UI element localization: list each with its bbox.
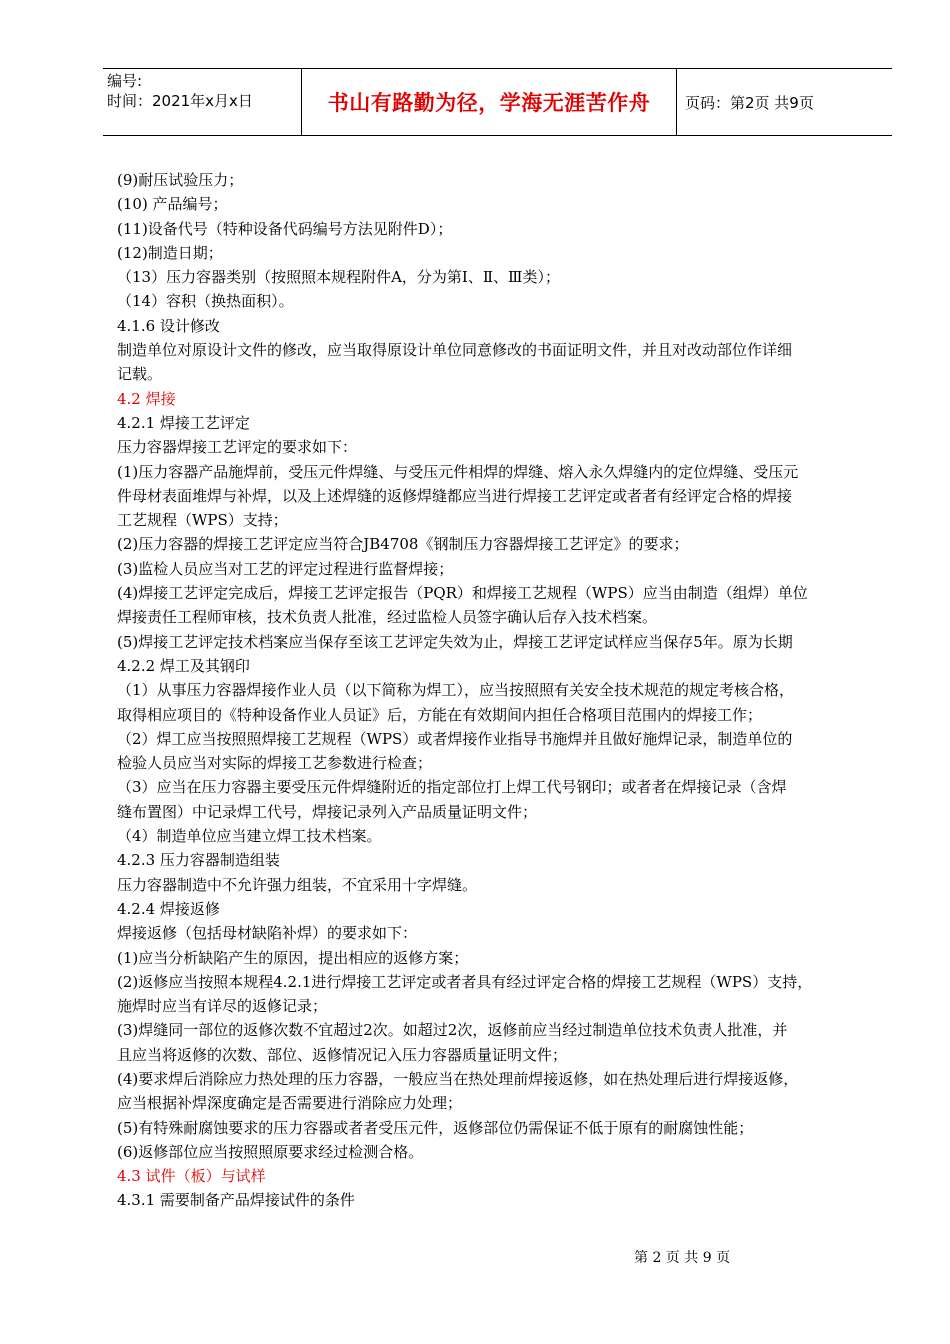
section-heading: 4.1.6 设计修改 bbox=[117, 316, 220, 335]
body-line: 工艺规程（WPS）支持； bbox=[117, 511, 288, 530]
body-line: (5)焊接工艺评定技术档案应当保存至该工艺评定失效为止，焊接工艺评定试样应当保存5年。原为长期 bbox=[117, 632, 793, 651]
body-line: 焊接责任工程师审核，技术负责人批准，经过监检人员签字确认后存入技术档案。 bbox=[117, 608, 658, 627]
body-line: （13）压力容器类别（按照照本规程附件A，分为第Ⅰ、Ⅱ、Ⅲ类）； bbox=[117, 268, 561, 287]
body-line: (4)焊接工艺评定完成后，焊接工艺评定报告（PQR）和焊接工艺规程（WPS）应当由制造（组焊）单位 bbox=[117, 584, 808, 603]
body-line: 记载。 bbox=[117, 365, 163, 384]
body-line: 施焊时应当有详尽的返修记录； bbox=[117, 997, 328, 1016]
doc-number-label: 编号: bbox=[107, 72, 143, 90]
body-line: 焊接返修（包括母材缺陷补焊）的要求如下： bbox=[117, 924, 418, 943]
page-header bbox=[103, 68, 892, 136]
section-heading-red: 4.2 焊接 bbox=[117, 389, 176, 408]
header-motto-cell bbox=[302, 69, 677, 135]
body-line: (2)压力容器的焊接工艺评定应当符合JB4708《钢制压力容器焊接工艺评定》的要求； bbox=[117, 535, 689, 554]
date-label: 时间：2021年x月x日 bbox=[107, 92, 253, 110]
body-line: （14）容积（换热面积）。 bbox=[117, 292, 294, 311]
body-line: 缝布置图）中记录焊工代号，焊接记录列入产品质量证明文件； bbox=[117, 802, 538, 821]
body-line: （3）应当在压力容器主要受压元件焊缝附近的指定部位打上焊工代号钢印；或者者在焊接记录（含焊 bbox=[117, 778, 787, 797]
section-heading: 4.2.1 焊接工艺评定 bbox=[117, 413, 250, 432]
body-line: 制造单位对原设计文件的修改，应当取得原设计单位同意修改的书面证明文件，并且对改动部位作详细 bbox=[117, 341, 793, 360]
body-line: (6)返修部位应当按照照原要求经过检测合格。 bbox=[117, 1142, 424, 1161]
body-line: (12)制造日期； bbox=[117, 243, 223, 262]
body-line: (4)要求焊后消除应力热处理的压力容器，一般应当在热处理前焊接返修，如在热处理后进行焊接返修， bbox=[117, 1069, 799, 1088]
body-line: (11)设备代号（特种设备代码编号方法见附件D）； bbox=[117, 219, 453, 238]
body-line: (3)焊缝同一部位的返修次数不宜超过2次。如超过2次，返修前应当经过制造单位技术负责人批准，并 bbox=[117, 1021, 788, 1040]
body-line: (3)监检人员应当对工艺的评定过程进行监督焊接； bbox=[117, 559, 454, 578]
header-motto: 书山有路勤为径，学海无涯苦作舟 bbox=[327, 91, 651, 115]
body-line: （1）从事压力容器焊接作业人员（以下简称为焊工），应当按照照有关安全技术规范的规定考核合格， bbox=[117, 681, 795, 700]
section-heading-red: 4.3 试件（板）与试样 bbox=[117, 1167, 266, 1186]
body-line: 检验人员应当对实际的焊接工艺参数进行检查； bbox=[117, 754, 433, 773]
section-heading: 4.2.4 焊接返修 bbox=[117, 899, 220, 918]
body-line: 取得相应项目的《特种设备作业人员证》后，方能在有效期间内担任合格项目范围内的焊接工作； bbox=[117, 705, 763, 724]
body-line: (1)应当分析缺陷产生的原因，提出相应的返修方案； bbox=[117, 948, 469, 967]
body-line: （4）制造单位应当建立焊工技术档案。 bbox=[117, 827, 382, 846]
page-footer: 第 2 页 共 9 页 bbox=[634, 1250, 731, 1266]
section-heading: 4.2.3 压力容器制造组装 bbox=[117, 851, 280, 870]
section-heading: 4.3.1 需要制备产品焊接试件的条件 bbox=[117, 1191, 355, 1210]
header-page-number: 页码：第2页 共9页 bbox=[685, 93, 814, 112]
section-heading: 4.2.2 焊工及其钢印 bbox=[117, 656, 250, 675]
header-info-cell bbox=[103, 69, 302, 135]
body-line: 且应当将返修的次数、部位、返修情况记入压力容器质量证明文件； bbox=[117, 1045, 568, 1064]
body-line: 应当根据补焊深度确定是否需要进行消除应力处理； bbox=[117, 1094, 463, 1113]
body-line: (1)压力容器产品施焊前，受压元件焊缝、与受压元件相焊的焊缝、熔入永久焊缝内的定位焊缝、受压元 bbox=[117, 462, 799, 481]
body-line: (2)返修应当按照本规程4.2.1进行焊接工艺评定或者者具有经过评定合格的焊接工艺规程（WPS）支持， bbox=[117, 972, 813, 991]
body-line: （2）焊工应当按照照焊接工艺规程（WPS）或者焊接作业指导书施焊并且做好施焊记录，制造单位的 bbox=[117, 729, 793, 748]
body-line: (9)耐压试验压力； bbox=[117, 171, 244, 189]
body-line: 压力容器制造中不允许强力组装，不宜采用十字焊缝。 bbox=[117, 875, 478, 894]
body-line: 压力容器焊接工艺评定的要求如下： bbox=[117, 438, 358, 457]
body-line: 件母材表面堆焊与补焊，以及上述焊缝的返修焊缝都应当进行焊接工艺评定或者者有经评定合格的焊接 bbox=[117, 486, 793, 505]
body-line: (10) 产品编号； bbox=[117, 195, 228, 214]
body-line: (5)有特殊耐腐蚀要求的压力容器或者者受压元件，返修部位仍需保证不低于原有的耐腐蚀性能； bbox=[117, 1118, 754, 1137]
document-body bbox=[117, 168, 885, 1213]
header-page-cell bbox=[677, 69, 892, 135]
